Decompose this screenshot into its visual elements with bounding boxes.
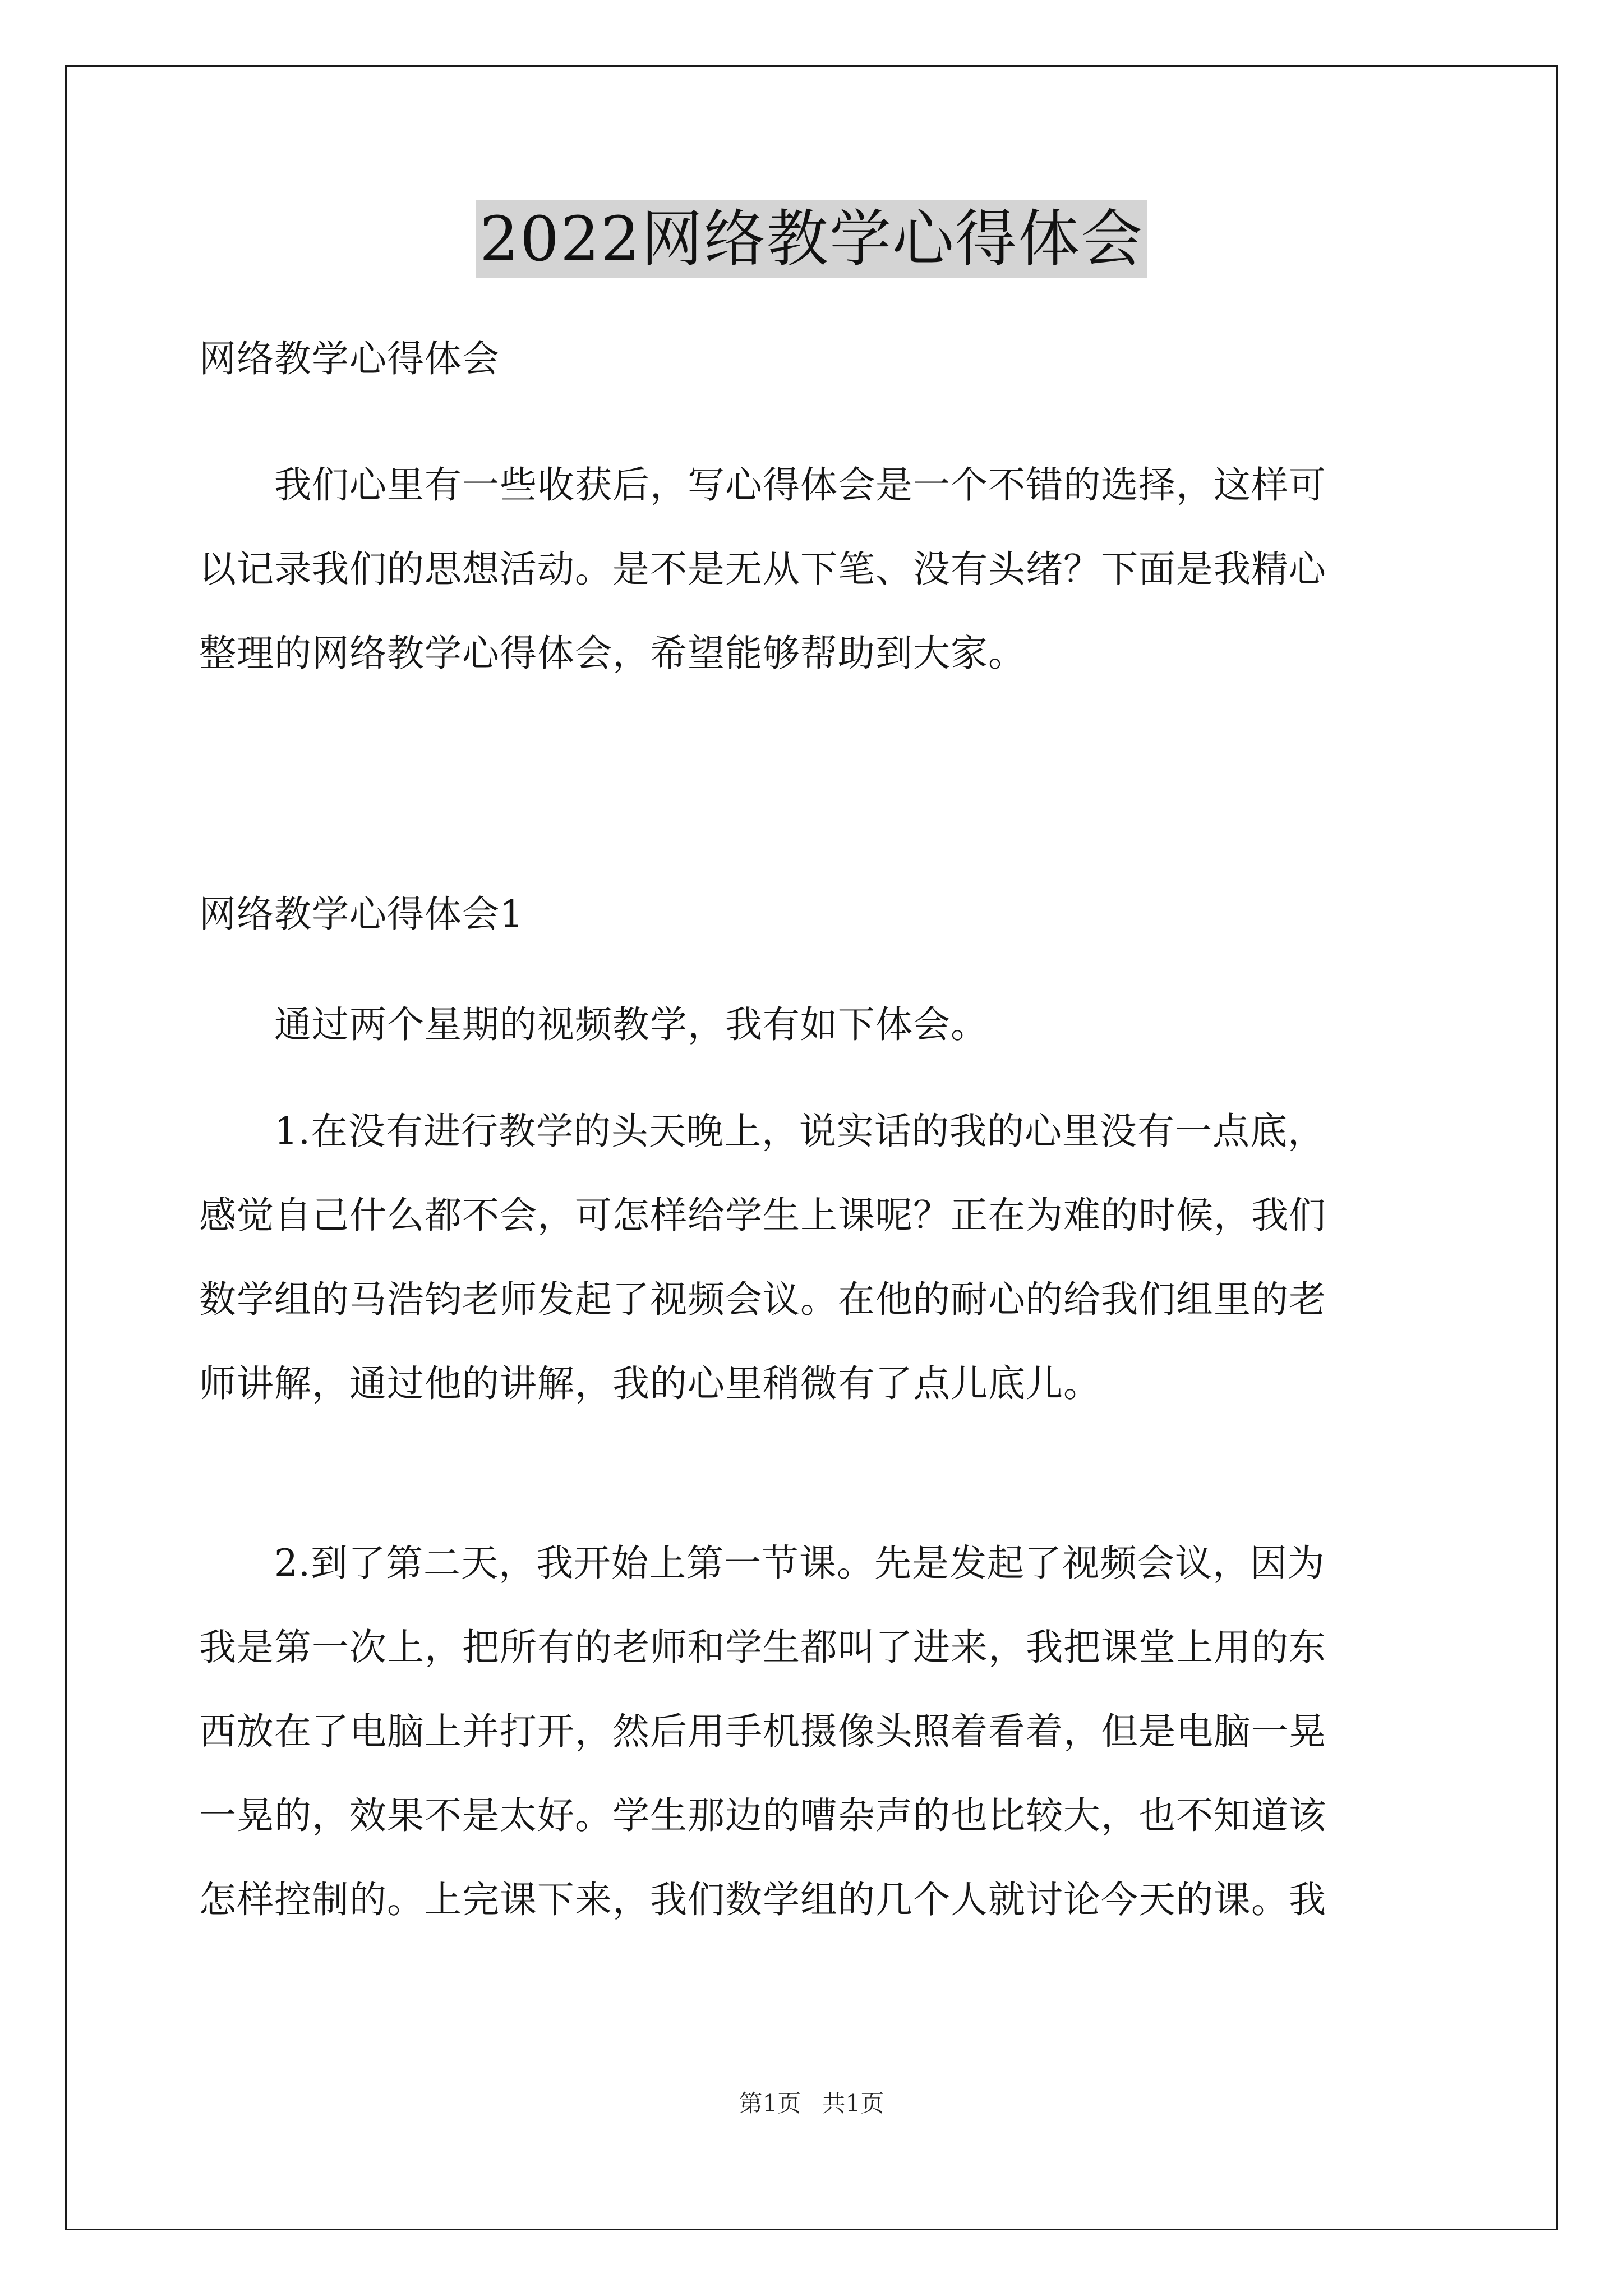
paragraph-3: [199, 1521, 1427, 1942]
paragraph-2: [199, 1089, 1427, 1426]
text-line: 我是第一次上，把所有的老师和学生都叫了进来，我把课堂上用的东: [199, 1626, 1326, 1669]
text-line: 数学组的马浩钧老师发起了视频会议。在他的耐心的给我们组里的老: [199, 1278, 1326, 1321]
text-line: 一晃的，效果不是太好。学生那边的嘈杂声的也比较大，也不知道该: [199, 1794, 1326, 1837]
text-line: 师讲解，通过他的讲解，我的心里稍微有了点儿底儿。: [199, 1362, 1101, 1405]
total-pages: 共1页: [822, 2090, 884, 2117]
subheading-1: [199, 872, 1427, 956]
subheading-intro: [199, 317, 1427, 401]
page-footer: [0, 2087, 1623, 2120]
text-line: 通过两个星期的视频教学，我有如下体会。: [199, 1003, 988, 1046]
text-line: 感觉自己什么都不会，可怎样给学生上课呢？正在为难的时候，我们: [199, 1194, 1326, 1237]
title-container: [0, 200, 1623, 278]
text-line: 我们心里有一些收获后，写心得体会是一个不错的选择，这样可: [199, 463, 1326, 507]
text-line: 怎样控制的。上完课下来，我们数学组的几个人就讨论今天的课。我: [199, 1878, 1326, 1921]
text-line: 2.到了第二天，我开始上第一节课。先是发起了视频会议，因为: [199, 1542, 1325, 1585]
intro-paragraph: [199, 443, 1427, 696]
page-number: 第1页: [739, 2090, 801, 2117]
text-line: 1.在没有进行教学的头天晚上，说实话的我的心里没有一点底，: [199, 1110, 1325, 1153]
document-title: 2022网络教学心得体会: [476, 200, 1147, 278]
text-line: 以记录我们的思想活动。是不是无从下笔、没有头绪？下面是我精心: [199, 547, 1326, 591]
paragraph-1: [199, 983, 1427, 1067]
text-line: 西放在了电脑上并打开，然后用手机摄像头照着看着，但是电脑一晃: [199, 1710, 1326, 1753]
text-line: 整理的网络教学心得体会，希望能够帮助到大家。: [199, 632, 1026, 675]
text-line: 网络教学心得体会: [199, 337, 500, 380]
text-line: 网络教学心得体会1: [199, 892, 524, 936]
